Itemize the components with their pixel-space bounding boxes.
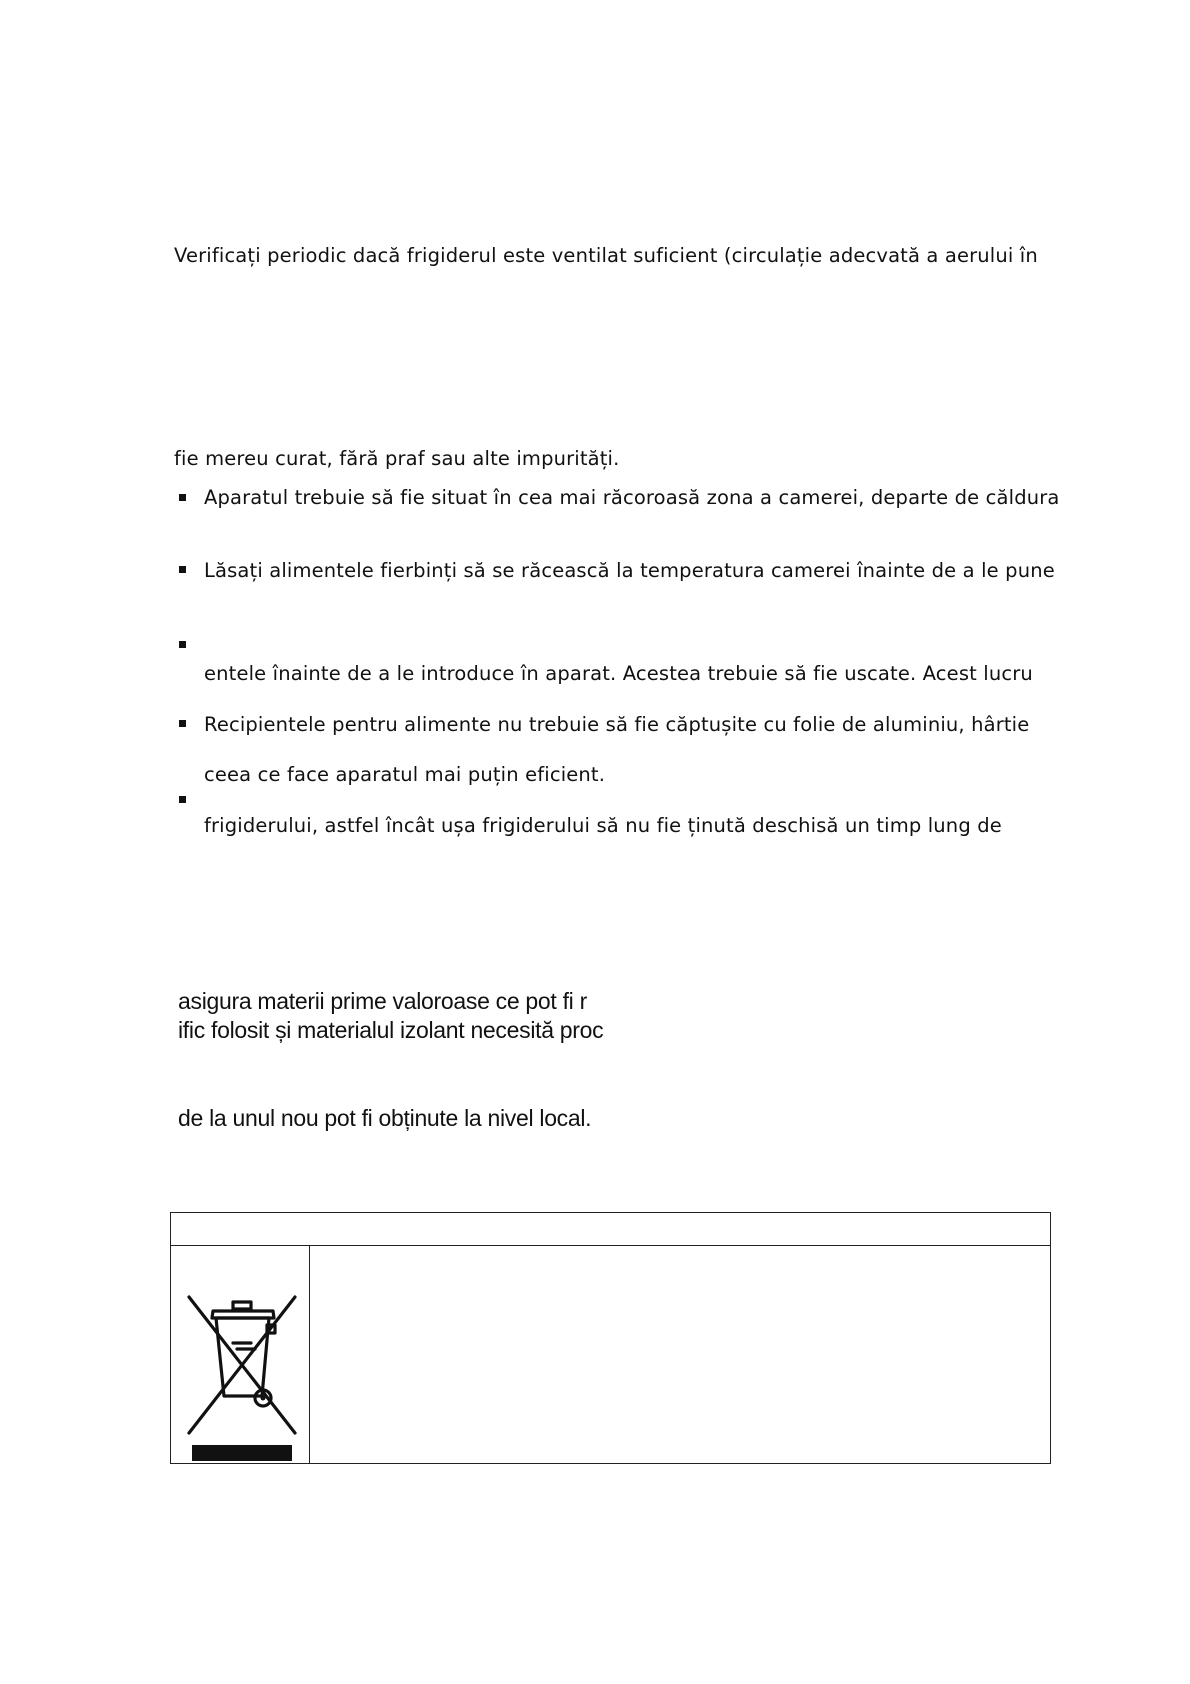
body-line-ventilation: Verificați periodic dacă frigiderul este ventilat suficient (circulație adecvată a aerului în bbox=[174, 244, 1038, 267]
continuation-line-efficient: ceea ce face aparatul mai puțin eficient. bbox=[204, 763, 606, 786]
bullet-marker bbox=[179, 641, 186, 648]
recycling-line-local: de la unul nou pot fi obținute la nivel local. bbox=[178, 1105, 592, 1131]
disposal-table-header bbox=[171, 1213, 1050, 1246]
recycling-line-insulation: ific folosit și materialul izolant necesită proc bbox=[178, 1017, 604, 1043]
bullet-marker bbox=[179, 566, 186, 573]
bullet-marker bbox=[179, 494, 186, 501]
bullet-marker bbox=[179, 720, 186, 727]
continuation-line-door: frigiderului, astfel încât ușa frigiderului să nu fie ținută deschisă un timp lung de bbox=[204, 814, 1002, 837]
recycling-line-raw-materials: asigura materii prime valoroase ce pot fi r bbox=[178, 988, 587, 1014]
continuation-line-dry: entele înainte de a le introduce în aparat. Acestea trebuie să fie uscate. Acest lucru bbox=[204, 662, 1033, 685]
disposal-table bbox=[170, 1212, 1051, 1464]
disposal-table-text-cell bbox=[310, 1246, 1050, 1463]
bullet-item-containers: Recipientele pentru alimente nu trebuie să fie căptușite cu folie de aluminiu, hârtie bbox=[204, 713, 1030, 736]
bullet-item-location: Aparatul trebuie să fie situat în cea mai răcoroasă zona a camerei, departe de căldura bbox=[204, 486, 1060, 509]
bullet-marker bbox=[179, 796, 186, 803]
crossed-out-wheelie-bin-icon bbox=[181, 1281, 305, 1461]
bullet-item-hot-food: Lăsați alimentele fierbinți să se răcească la temperatura camerei înainte de a le pune bbox=[204, 559, 1055, 582]
body-line-clean: fie mereu curat, fără praf sau alte impurități. bbox=[174, 447, 620, 470]
disposal-table-icon-cell bbox=[171, 1246, 310, 1463]
